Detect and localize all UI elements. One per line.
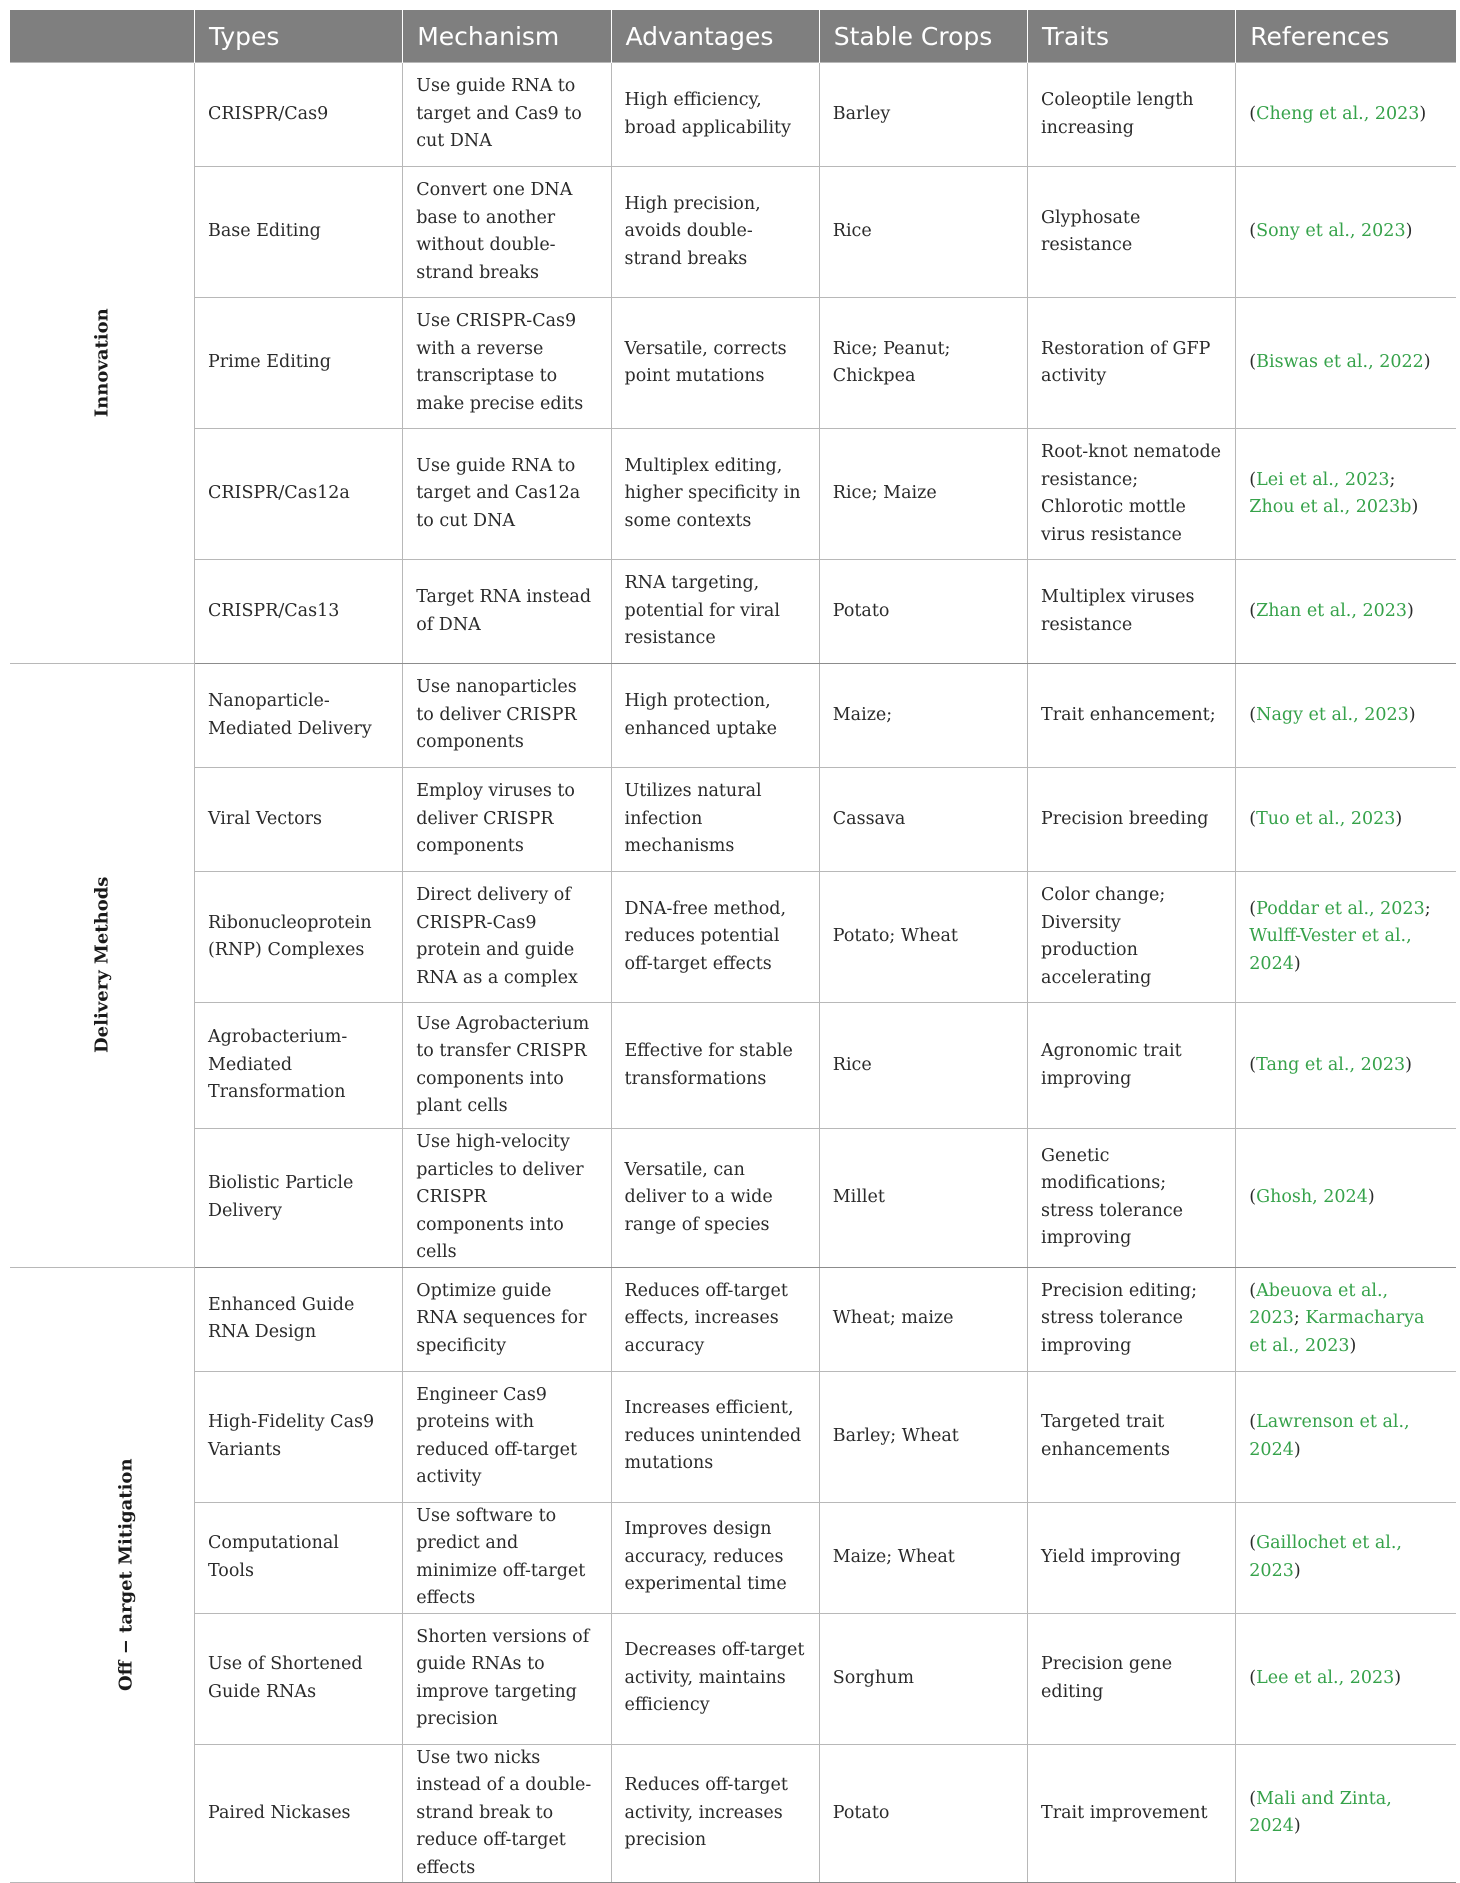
crops-cell: Potato; Wheat — [819, 872, 1027, 1003]
traits-cell: Glyphosate resistance — [1028, 167, 1236, 298]
table-container — [10, 10, 1456, 1883]
traits-cell: Root-knot nematode resistance; Chlorotic mottle virus resistance — [1028, 429, 1236, 560]
references-cell: (Gaillochet et al., 2023) — [1236, 1502, 1456, 1613]
traits-cell: Trait improvement — [1028, 1744, 1236, 1883]
mechanism-cell: Engineer Cas9 proteins with reduced off-target activity — [403, 1371, 611, 1502]
type-cell: Enhanced Guide RNA Design — [194, 1267, 402, 1371]
advantages-cell: High precision, avoids double-strand breaks — [611, 167, 819, 298]
header-references: References — [1236, 10, 1456, 63]
header-mechanism: Mechanism — [403, 10, 611, 63]
table-row — [10, 63, 1456, 167]
mechanism-cell: Use guide RNA to target and Cas12a to cut DNA — [403, 429, 611, 560]
traits-cell: Precision editing; stress tolerance improving — [1028, 1267, 1236, 1371]
table-row — [10, 298, 1456, 429]
crops-cell: Maize; — [819, 664, 1027, 768]
references-cell: (Cheng et al., 2023) — [1236, 63, 1456, 167]
reference-link[interactable]: Zhou et al., 2023b — [1249, 497, 1412, 517]
header-types: Types — [194, 10, 402, 63]
advantages-cell: Effective for stable transformations — [611, 1003, 819, 1129]
traits-cell: Precision gene editing — [1028, 1613, 1236, 1744]
traits-cell: Genetic modifications; stress tolerance improving — [1028, 1129, 1236, 1268]
table-row — [10, 1267, 1456, 1371]
table-row — [10, 1371, 1456, 1502]
mechanism-cell: Convert one DNA base to another without double-strand breaks — [403, 167, 611, 298]
reference-link[interactable]: Cheng et al., 2023 — [1256, 103, 1420, 124]
advantages-cell: Versatile, can deliver to a wide range of species — [611, 1129, 819, 1268]
type-cell: High-Fidelity Cas9 Variants — [194, 1371, 402, 1502]
mechanism-cell: Use CRISPR-Cas9 with a reverse transcriptase to make precise edits — [403, 298, 611, 429]
mechanism-cell: Use Agrobacterium to transfer CRISPR components into plant cells — [403, 1003, 611, 1129]
table-row — [10, 1502, 1456, 1613]
table-row — [10, 1129, 1456, 1268]
mechanism-cell: Use software to predict and minimize off-target effects — [403, 1502, 611, 1613]
advantages-cell: Utilizes natural infection mechanisms — [611, 768, 819, 872]
mechanism-cell: Use two nicks instead of a double-strand break to reduce off-target effects — [403, 1744, 611, 1883]
mechanism-cell: Target RNA instead of DNA — [403, 560, 611, 664]
traits-cell: Color change; Diversity production accelerating — [1028, 872, 1236, 1003]
reference-link[interactable]: Zhan et al., 2023 — [1256, 600, 1408, 621]
type-cell: CRISPR/Cas12a — [194, 429, 402, 560]
type-cell: Nanoparticle-Mediated Delivery — [194, 664, 402, 768]
table-row — [10, 167, 1456, 298]
references-cell: (Tuo et al., 2023) — [1236, 768, 1456, 872]
traits-cell: Coleoptile length increasing — [1028, 63, 1236, 167]
table-row — [10, 429, 1456, 560]
reference-link[interactable]: Mali and Zinta, 2024 — [1249, 1788, 1392, 1837]
table-row — [10, 560, 1456, 664]
header-stable-crops: Stable Crops — [819, 10, 1027, 63]
group-label-cell — [10, 63, 194, 664]
references-cell: (Abeuova et al., 2023; Karmacharya et al., 2023) — [1236, 1267, 1456, 1371]
group-label: Delivery Methods — [91, 876, 113, 1053]
reference-link[interactable]: Poddar et al., 2023 — [1256, 898, 1425, 919]
traits-cell: Trait enhancement; — [1028, 664, 1236, 768]
traits-cell: Agronomic trait improving — [1028, 1003, 1236, 1129]
mechanism-cell: Use high-velocity particles to deliver CRISPR components into cells — [403, 1129, 611, 1268]
reference-link[interactable]: Karmacharya et al., 2023 — [1249, 1308, 1425, 1356]
mechanism-cell: Employ viruses to deliver CRISPR components — [403, 768, 611, 872]
mechanism-cell: Use nanoparticles to deliver CRISPR components — [403, 664, 611, 768]
references-cell: (Biswas et al., 2022) — [1236, 298, 1456, 429]
advantages-cell: DNA-free method, reduces potential off-target effects — [611, 872, 819, 1003]
table-row — [10, 872, 1456, 1003]
traits-cell: Restoration of GFP activity — [1028, 298, 1236, 429]
references-cell: (Mali and Zinta, 2024) — [1236, 1744, 1456, 1883]
table-row — [10, 664, 1456, 768]
header-traits: Traits — [1028, 10, 1236, 63]
type-cell: Base Editing — [194, 167, 402, 298]
crops-cell: Maize; Wheat — [819, 1502, 1027, 1613]
advantages-cell: Decreases off-target activity, maintains efficiency — [611, 1613, 819, 1744]
table-row — [10, 1744, 1456, 1883]
crispr-table — [10, 10, 1456, 1883]
crops-cell: Barley; Wheat — [819, 1371, 1027, 1502]
crops-cell: Potato — [819, 1744, 1027, 1883]
mechanism-cell: Use guide RNA to target and Cas9 to cut DNA — [403, 63, 611, 167]
crops-cell: Rice — [819, 1003, 1027, 1129]
type-cell: Paired Nickases — [194, 1744, 402, 1883]
group-label-cell — [10, 1267, 194, 1883]
reference-link[interactable]: Tang et al., 2023 — [1256, 1054, 1406, 1075]
advantages-cell: High efficiency, broad applicability — [611, 63, 819, 167]
group-label-cell — [10, 664, 194, 1268]
advantages-cell: High protection, enhanced uptake — [611, 664, 819, 768]
reference-link[interactable]: Lei et al., 2023 — [1256, 469, 1390, 490]
type-cell: CRISPR/Cas9 — [194, 63, 402, 167]
references-cell: (Tang et al., 2023) — [1236, 1003, 1456, 1129]
crops-cell: Wheat; maize — [819, 1267, 1027, 1371]
traits-cell: Yield improving — [1028, 1502, 1236, 1613]
references-cell: (Nagy et al., 2023) — [1236, 664, 1456, 768]
type-cell: CRISPR/Cas13 — [194, 560, 402, 664]
reference-link[interactable]: Tuo et al., 2023 — [1256, 808, 1396, 829]
crops-cell: Sorghum — [819, 1613, 1027, 1744]
reference-link[interactable]: Abeuova et al., 2023 — [1249, 1280, 1389, 1329]
advantages-cell: Increases efficient, reduces unintended mutations — [611, 1371, 819, 1502]
type-cell: Use of Shortened Guide RNAs — [194, 1613, 402, 1744]
type-cell: Biolistic Particle Delivery — [194, 1129, 402, 1268]
advantages-cell: Versatile, corrects point mutations — [611, 298, 819, 429]
reference-link[interactable]: Lee et al., 2023 — [1256, 1667, 1395, 1688]
crops-cell: Rice; Peanut; Chickpea — [819, 298, 1027, 429]
type-cell: Computational Tools — [194, 1502, 402, 1613]
mechanism-cell: Shorten versions of guide RNAs to improve targeting precision — [403, 1613, 611, 1744]
reference-link[interactable]: Biswas et al., 2022 — [1256, 352, 1424, 373]
type-cell: Agrobacterium-Mediated Transformation — [194, 1003, 402, 1129]
mechanism-cell: Direct delivery of CRISPR-Cas9 protein and guide RNA as a complex — [403, 872, 611, 1003]
references-cell: (Poddar et al., 2023; Wulff-Vester et al., 2024) — [1236, 872, 1456, 1003]
advantages-cell: RNA targeting, potential for viral resistance — [611, 560, 819, 664]
crops-cell: Potato — [819, 560, 1027, 664]
header-group — [10, 10, 194, 63]
header-row — [10, 10, 1456, 63]
table-row — [10, 1613, 1456, 1744]
traits-cell: Multiplex viruses resistance — [1028, 560, 1236, 664]
traits-cell: Targeted trait enhancements — [1028, 1371, 1236, 1502]
references-cell: (Lee et al., 2023) — [1236, 1613, 1456, 1744]
crops-cell: Rice — [819, 167, 1027, 298]
references-cell: (Lawrenson et al., 2024) — [1236, 1371, 1456, 1502]
advantages-cell: Multiplex editing, higher specificity in some contexts — [611, 429, 819, 560]
reference-link[interactable]: Sony et al., 2023 — [1256, 221, 1406, 242]
crops-cell: Cassava — [819, 768, 1027, 872]
advantages-cell: Reduces off-target activity, increases precision — [611, 1744, 819, 1883]
table-row — [10, 768, 1456, 872]
reference-link[interactable]: Gaillochet et al., 2023 — [1249, 1533, 1402, 1581]
traits-cell: Precision breeding — [1028, 768, 1236, 872]
reference-link[interactable]: Ghosh, 2024 — [1256, 1187, 1368, 1207]
reference-link[interactable]: Nagy et al., 2023 — [1256, 704, 1409, 725]
advantages-cell: Reduces off-target effects, increases accuracy — [611, 1267, 819, 1371]
reference-link[interactable]: Wulff-Vester et al., 2024 — [1249, 926, 1412, 974]
type-cell: Viral Vectors — [194, 768, 402, 872]
references-cell: (Ghosh, 2024) — [1236, 1129, 1456, 1268]
type-cell: Ribonucleoprotein (RNP) Complexes — [194, 872, 402, 1003]
group-label: Innovation — [91, 308, 113, 417]
table-row — [10, 1003, 1456, 1129]
crops-cell: Barley — [819, 63, 1027, 167]
advantages-cell: Improves design accuracy, reduces experimental time — [611, 1502, 819, 1613]
references-cell: (Sony et al., 2023) — [1236, 167, 1456, 298]
header-advantages: Advantages — [611, 10, 819, 63]
reference-link[interactable]: Lawrenson et al., 2024 — [1249, 1412, 1410, 1460]
group-label: Off − target Mitigation — [115, 1457, 137, 1691]
references-cell: (Lei et al., 2023; Zhou et al., 2023b) — [1236, 429, 1456, 560]
mechanism-cell: Optimize guide RNA sequences for specificity — [403, 1267, 611, 1371]
references-cell: (Zhan et al., 2023) — [1236, 560, 1456, 664]
type-cell: Prime Editing — [194, 298, 402, 429]
crops-cell: Millet — [819, 1129, 1027, 1268]
crops-cell: Rice; Maize — [819, 429, 1027, 560]
